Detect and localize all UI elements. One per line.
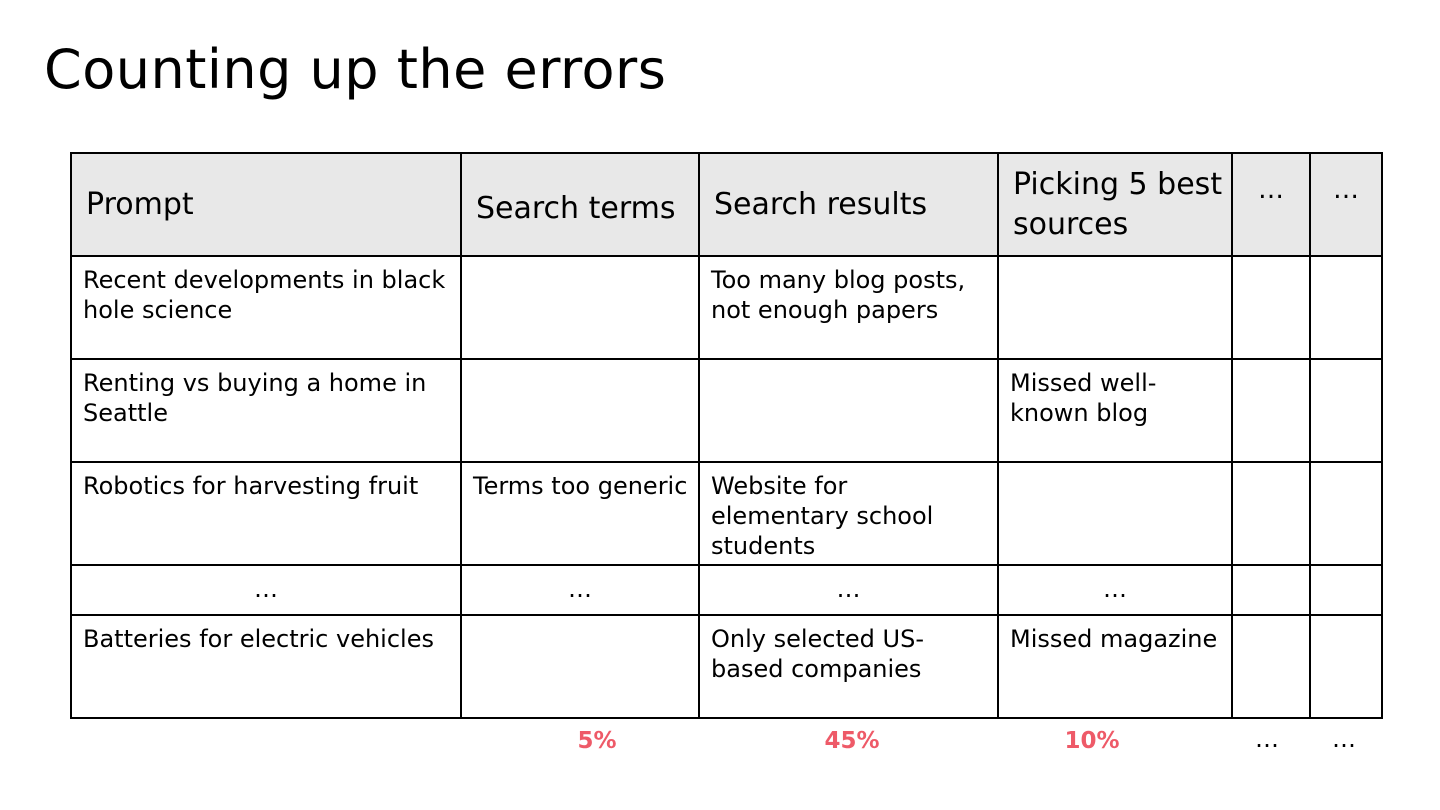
cell-search-terms xyxy=(461,615,699,718)
table-row xyxy=(71,359,1382,462)
cell-prompt: … xyxy=(71,565,461,615)
table-row xyxy=(71,462,1382,565)
cell-search-results: … xyxy=(699,565,998,615)
cell-picking-sources: … xyxy=(998,565,1232,615)
cell-more-2 xyxy=(1310,615,1382,718)
table-row-ellipsis xyxy=(71,565,1382,615)
header-picking-sources: Picking 5 best sources xyxy=(998,153,1232,256)
header-search-results: Search results xyxy=(699,153,998,256)
cell-more-2 xyxy=(1310,256,1382,359)
cell-search-terms xyxy=(461,359,699,462)
cell-prompt: Batteries for electric vehicles xyxy=(71,615,461,718)
cell-picking-sources xyxy=(998,256,1232,359)
cell-more-2 xyxy=(1310,462,1382,565)
cell-more-1 xyxy=(1232,615,1310,718)
table-row xyxy=(71,256,1382,359)
cell-prompt: Recent developments in black hole science xyxy=(71,256,461,359)
cell-more-2 xyxy=(1310,565,1382,615)
error-rate-search-terms: 5% xyxy=(577,728,617,754)
header-more-2: … xyxy=(1310,153,1382,256)
header-prompt: Prompt xyxy=(71,153,461,256)
cell-search-terms: Terms too generic xyxy=(461,462,699,565)
cell-search-results xyxy=(699,359,998,462)
error-rate-more-1: … xyxy=(1255,725,1279,753)
cell-search-results: Website for elementary school students xyxy=(699,462,998,565)
cell-search-terms xyxy=(461,256,699,359)
error-rate-search-results: 45% xyxy=(824,728,880,754)
cell-prompt: Robotics for harvesting fruit xyxy=(71,462,461,565)
error-rate-picking-sources: 10% xyxy=(1064,728,1120,754)
header-search-terms: Search terms xyxy=(461,153,699,256)
cell-picking-sources: Missed well-known blog xyxy=(998,359,1232,462)
error-rate-more-2: … xyxy=(1332,725,1356,753)
header-more-1: … xyxy=(1232,153,1310,256)
slide-title: Counting up the errors xyxy=(44,38,667,101)
table-row xyxy=(71,615,1382,718)
cell-more-2 xyxy=(1310,359,1382,462)
cell-more-1 xyxy=(1232,256,1310,359)
cell-more-1 xyxy=(1232,565,1310,615)
cell-search-results: Only selected US-based companies xyxy=(699,615,998,718)
cell-picking-sources: Missed magazine xyxy=(998,615,1232,718)
table-header-row xyxy=(71,153,1382,256)
error-table xyxy=(70,152,1383,719)
cell-picking-sources xyxy=(998,462,1232,565)
cell-search-results: Too many blog posts, not enough papers xyxy=(699,256,998,359)
cell-more-1 xyxy=(1232,359,1310,462)
cell-prompt: Renting vs buying a home in Seattle xyxy=(71,359,461,462)
cell-more-1 xyxy=(1232,462,1310,565)
cell-search-terms: … xyxy=(461,565,699,615)
